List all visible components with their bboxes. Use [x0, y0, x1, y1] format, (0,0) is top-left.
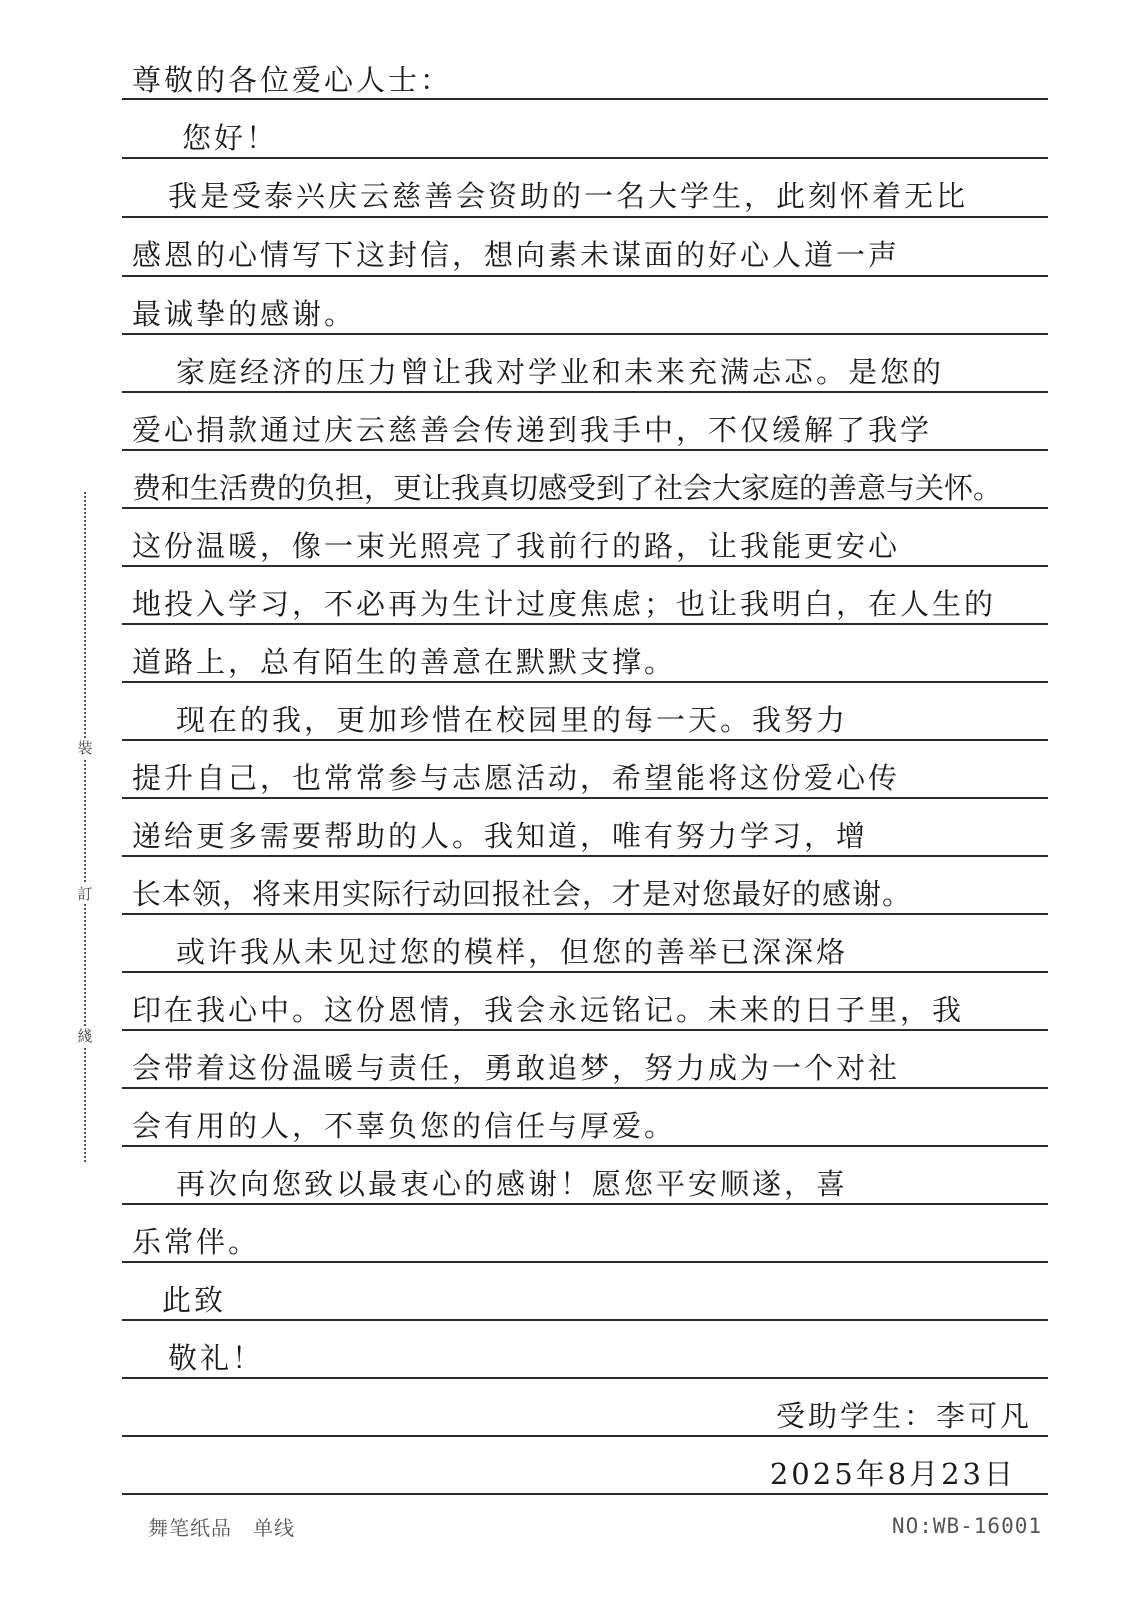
ruled-line	[122, 216, 1048, 218]
paragraph-line: 递给更多需要帮助的人。我知道，唯有努力学习，增	[132, 819, 869, 853]
paragraph-line: 费和生活费的负担，更让我真切感受到了社会大家庭的善意与关怀。	[132, 471, 1003, 505]
paragraph-line: 爱心捐款通过庆云慈善会传递到我手中，不仅缓解了我学	[132, 413, 933, 447]
footer-brand: 舞笔纸品 单线	[148, 1516, 295, 1540]
greeting: 您好！	[182, 121, 279, 155]
paragraph-line: 最诚挚的感谢。	[132, 297, 357, 331]
paragraph-line: 家庭经济的压力曾让我对学业和未来充满忐忑。是您的	[176, 355, 945, 389]
paragraph-line: 提升自己，也常常参与志愿活动，希望能将这份爱心传	[132, 761, 901, 795]
paragraph-line: 印在我心中。这份恩情，我会永远铭记。未来的日子里，我	[132, 993, 965, 1027]
paragraph-line: 道路上，总有陌生的善意在默默支撑。	[132, 645, 677, 679]
closing-line: 此致	[162, 1283, 227, 1317]
binding-mark: 訂	[70, 884, 100, 904]
letter-date: 2025年8月23日	[769, 1457, 1016, 1491]
paragraph-line: 现在的我，更加珍惜在校园里的每一天。我努力	[176, 703, 849, 737]
paragraph-line: 感恩的心情写下这封信，想向素未谋面的好心人道一声	[132, 238, 901, 272]
salutation: 尊敬的各位爱心人士：	[132, 63, 453, 97]
binding-mark: 綫	[70, 1026, 100, 1046]
paragraph-line: 我是受泰兴庆云慈善会资助的一名大学生，此刻怀着无比	[168, 179, 969, 213]
footer-code: NO:WB-16001	[891, 1514, 1042, 1538]
paragraph-line: 这份温暖，像一束光照亮了我前行的路，让我能更安心	[132, 529, 901, 563]
paragraph-line: 地投入学习，不必再为生计过度焦虑；也让我明白，在人生的	[132, 587, 997, 621]
closing-line: 敬礼！	[168, 1341, 265, 1375]
paragraph-line: 乐常伴。	[132, 1225, 261, 1259]
paragraph-line: 再次向您致以最衷心的感谢！愿您平安顺遂，喜	[176, 1167, 849, 1201]
binding-gutter	[84, 492, 86, 1162]
ruled-line	[122, 275, 1048, 277]
paragraph-line: 会有用的人，不辜负您的信任与厚爱。	[132, 1109, 677, 1143]
paragraph-line: 长本领，将来用实际行动回报社会，才是对您最好的感谢。	[132, 877, 913, 911]
binding-mark: 裝	[70, 738, 100, 758]
paragraph-line: 会带着这份温暖与责任，勇敢追梦，努力成为一个对社	[132, 1051, 901, 1085]
signature: 受助学生：李可凡	[775, 1399, 1032, 1433]
paragraph-line: 或许我从未见过您的模样，但您的善举已深深烙	[176, 935, 849, 969]
